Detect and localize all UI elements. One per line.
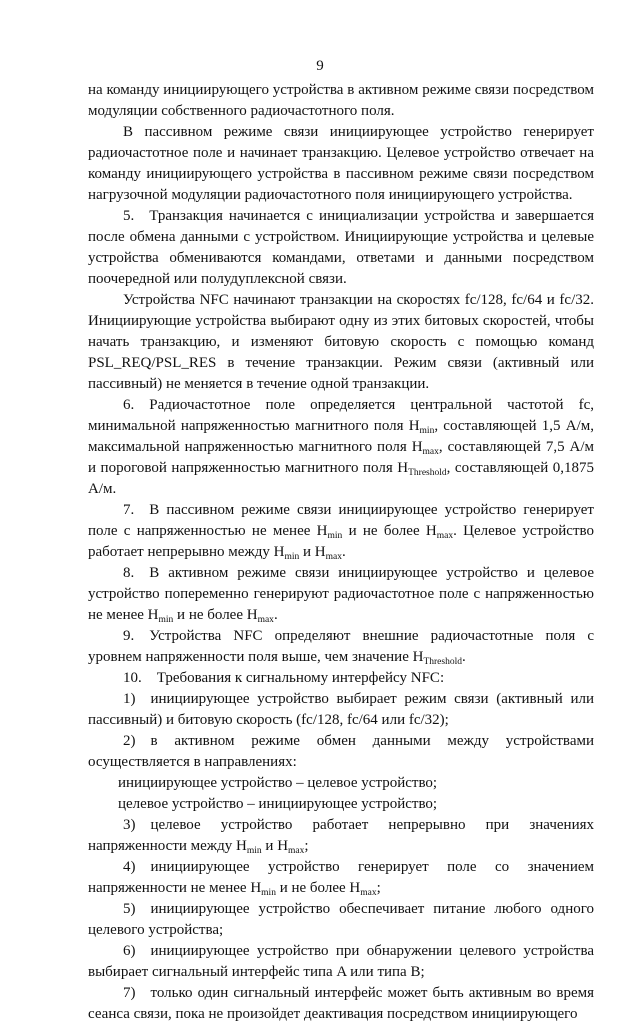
subscript: max bbox=[436, 531, 454, 541]
subscript: min bbox=[246, 846, 262, 856]
page-number: 9 bbox=[316, 58, 324, 74]
subscript: min bbox=[419, 426, 435, 436]
subscript: min bbox=[327, 531, 343, 541]
paragraph: В пассивном режиме связи инициирующее устройство генерирует радиочастотное поле и начинает транзакцию. Целевое устройство отвечает на команду инициирующего устройства в пассивном режиме связи посредством нагрузочной модуляции радиочастотного поля инициирующего устройства. bbox=[88, 124, 594, 203]
paragraph: 6. Радиочастотное поле определяется центральной частотой fc, минимальной напряженностью магнитного поля $H_{min}$, составляющей 1,5 А/м, максимальной напряженностью магнитного поля $H_{max}$, составляющей 7,5 А/м и пороговой напряженностью магнитного поля $H_{Threshold}$, составляющей 0,1875 А/м. bbox=[88, 397, 595, 497]
subscript: max bbox=[325, 552, 343, 562]
paragraph: 10. Требования к сигнальному интерфейсу NFC: bbox=[123, 670, 445, 686]
paragraph: 9. Устройства NFC определяют внешние радиочастотные поля с уровнем напряженности поля выше, чем значение $H_{Threshold}$. bbox=[88, 628, 594, 667]
subscript: Threshold bbox=[423, 657, 462, 667]
list-item: 2) в активном режиме обмен данными между устройствами осуществляется в направлениях: bbox=[88, 733, 594, 770]
paragraph: Устройства NFC начинают транзакции на скоростях fc/128, fc/64 и fc/32. Инициирующие устройства выбирают одну из этих битовых скоростей, чтобы начать транзакцию, и изменяют битовую скорость с помощью команд PSL_REQ/PSL_RES в течение транзакции. Режим связи (активный или пассивный) не меняется в течение одной транзакции. bbox=[88, 292, 594, 392]
list-item: 3) целевое устройство работает непрерывно при значениях напряженности между $H_{min}$ и $H_{max}$; bbox=[88, 817, 594, 856]
subscript: min bbox=[158, 615, 174, 625]
paragraph: 5. Транзакция начинается с инициализации устройства и завершается после обмена данными с устройством. Инициирующие устройства и целевые устройства обмениваются командами, ответами и данными посредством поочередной или полудуплексной связи. bbox=[88, 208, 594, 287]
subscript: max bbox=[422, 447, 439, 457]
list-item: 7) только один сигнальный интерфейс может быть активным во время сеанса связи, пока не произойдет деактивация посредством инициирующего bbox=[88, 985, 594, 1022]
document-body bbox=[88, 80, 594, 1025]
list-item: 5) инициирующее устройство обеспечивает питание любого одного целевого устройства; bbox=[88, 901, 594, 938]
list-item: 6) инициирующее устройство при обнаружении целевого устройства выбирает сигнальный интерфейс типа A или типа B; bbox=[88, 943, 594, 980]
direction-line: целевое устройство – инициирующее устройство; bbox=[118, 796, 438, 812]
direction-line: инициирующее устройство – целевое устройство; bbox=[118, 775, 438, 791]
paragraph: на команду инициирующего устройства в активном режиме связи посредством модуляции собственного радиочастотного поля. bbox=[88, 82, 594, 119]
paragraph: 8. В активном режиме связи инициирующее устройство и целевое устройство попеременно генерируют радиочастотное поле с напряженностью не менее $H_{min}$ и не более $H_{max}$. bbox=[88, 565, 594, 625]
subscript: min bbox=[261, 888, 276, 898]
subscript: max bbox=[360, 888, 377, 898]
subscript: max bbox=[288, 846, 305, 856]
list-item: 4) инициирующее устройство генерирует поле со значением напряженности не менее $H_{min}$ и не более $H_{max}$; bbox=[88, 859, 594, 898]
subscript: max bbox=[257, 615, 274, 625]
list-item: 1) инициирующее устройство выбирает режим связи (активный или пассивный) и битовую скорость (fc/128, fc/64 или fc/32); bbox=[88, 691, 594, 728]
paragraph: 7. В пассивном режиме связи инициирующее устройство генерирует поле с напряженностью не менее $H_{min}$ и не более $H_{max}$. Целевое устройство работает непрерывно между $H_{min}$ и $H_{max}$. bbox=[88, 502, 594, 562]
subscript: min bbox=[284, 552, 300, 562]
subscript: Threshold bbox=[408, 468, 447, 478]
